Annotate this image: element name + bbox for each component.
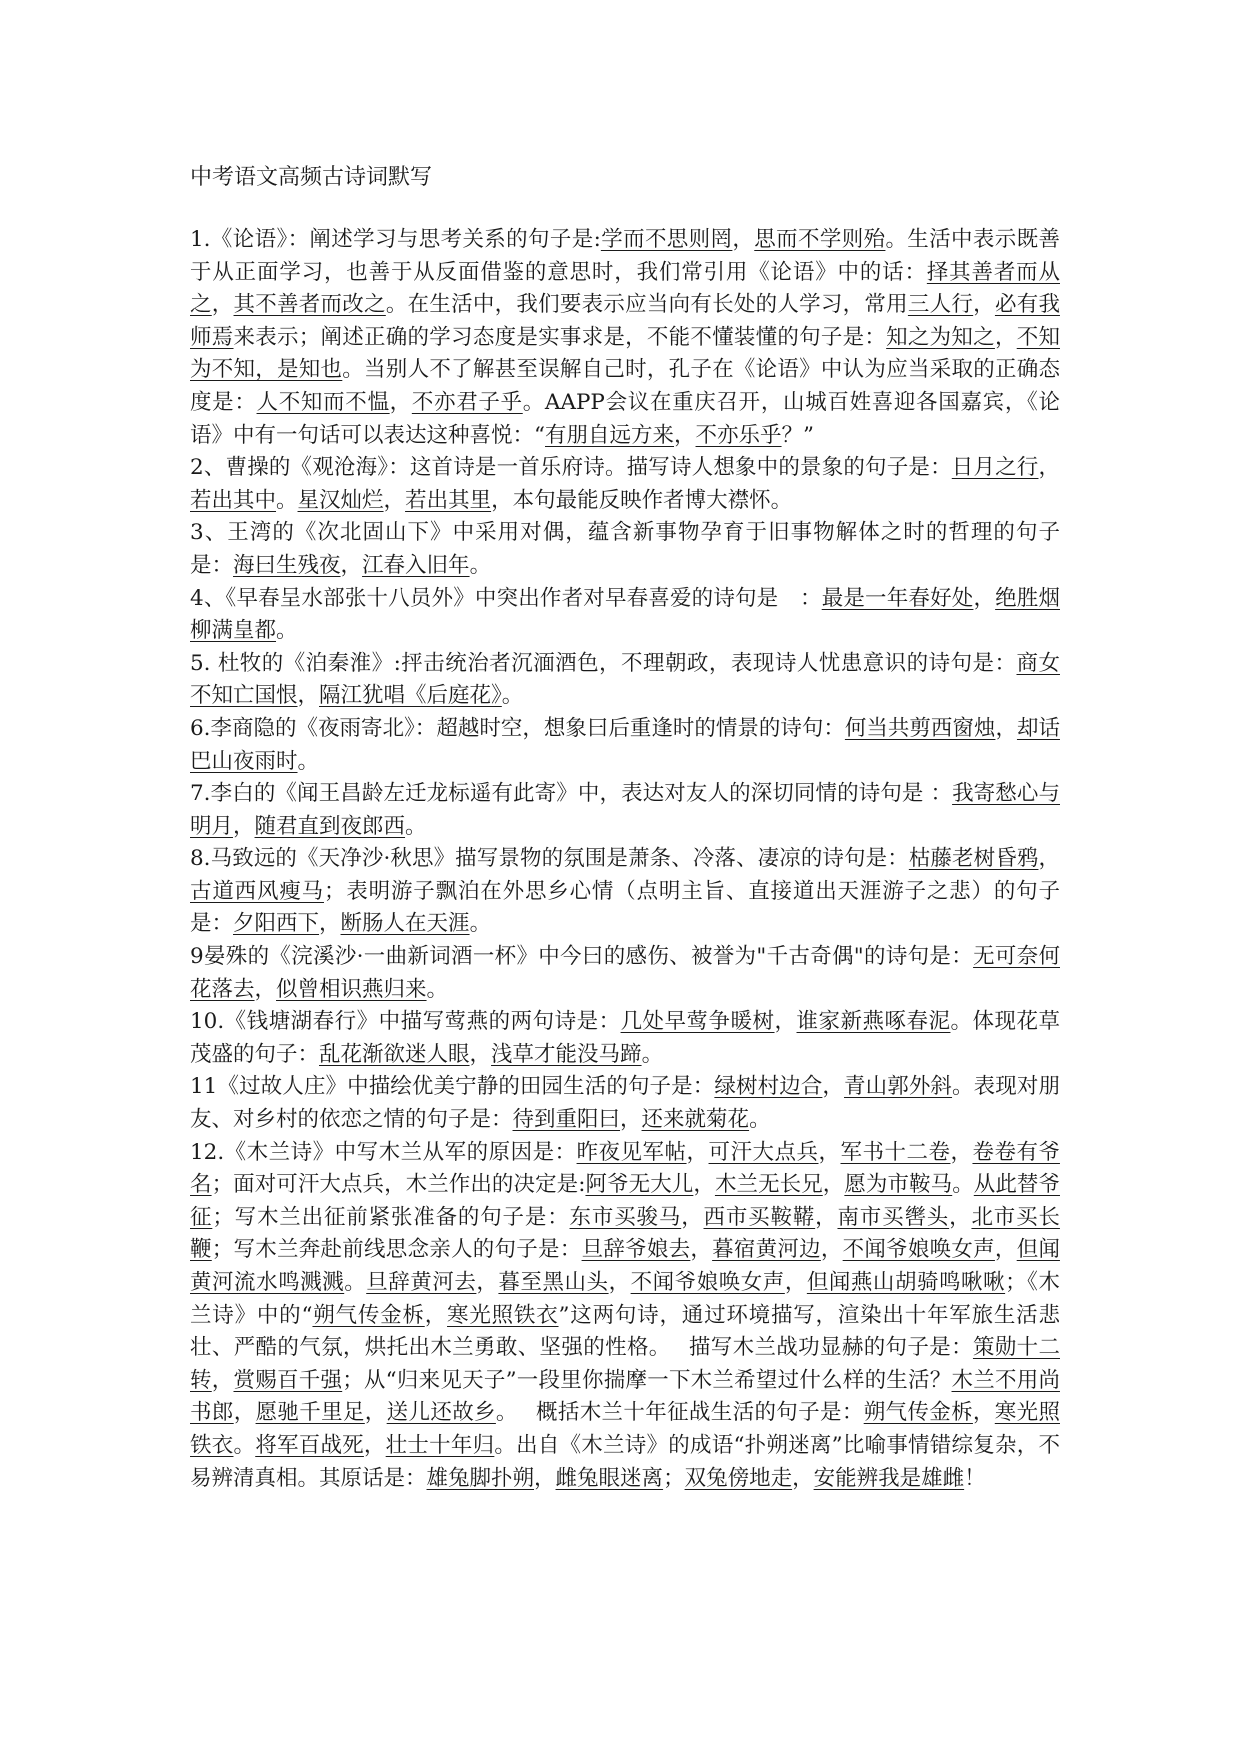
prompt-text: ， — [233, 813, 255, 839]
prompt-text: ， — [233, 1400, 256, 1426]
document-title: 中考语文高频古诗词默写 — [190, 165, 433, 190]
answer-text: 双兔傍地走 — [684, 1465, 793, 1491]
paragraph-5 — [190, 648, 1060, 713]
prompt-text: 。 — [641, 1041, 664, 1067]
answer-text: 绝胜烟柳满皇都 — [190, 585, 1060, 644]
answer-text: 最是一年春好处 — [821, 585, 974, 611]
prompt-text: 11《过故人庄》中描绘优美宁静的田园生活的句子是： — [190, 1074, 715, 1100]
prompt-text: 。 — [297, 748, 320, 774]
answer-text: 择其善者而从之 — [190, 259, 1060, 318]
prompt-text: 。 概括木兰十年征战生活的句子是： — [495, 1400, 864, 1426]
paragraph-10 — [190, 1006, 1060, 1071]
answer-text: 若出其中 — [190, 487, 277, 513]
prompt-text: ， — [774, 1009, 797, 1035]
answer-text: 绿树村边合 — [714, 1074, 823, 1100]
prompt-text: ， — [211, 292, 234, 318]
prompt-text: ， — [818, 1139, 841, 1165]
answer-text: 策勋十二转 — [190, 1335, 1060, 1393]
prompt-text: 。当别人不了解甚至误解自己时，孔子在《论语》中认为应当采取的正确态度是： — [190, 357, 1060, 415]
prompt-text: 。 — [501, 683, 524, 709]
prompt-text: 6.李商隐的《夜雨寄北》：超越时空，想象曰后重逢时的情景的诗句： — [190, 715, 845, 741]
document-body — [190, 224, 1060, 1495]
prompt-text: ， — [690, 1237, 713, 1263]
answer-text: 寒光照铁衣 — [190, 1400, 1060, 1458]
answer-text: 昨夜见军帖 — [576, 1139, 687, 1165]
answer-text: 其不善者而改之 — [233, 292, 386, 318]
prompt-text: 。出自《木兰诗》的成语“扑朔迷离”比喻事情错综复杂，不易辨清真相。其原话是： — [190, 1432, 1060, 1491]
prompt-text: ， — [1038, 455, 1060, 481]
prompt-text: ； — [663, 1465, 685, 1491]
prompt-text: ？” — [781, 422, 815, 448]
prompt-text: 。AAPP会议在重庆召开，山城百姓喜迎各国嘉宾，《论语》中有一句话可以表达这种喜悦：“ — [190, 389, 1060, 448]
answer-text: 若出其里 — [405, 487, 492, 513]
answer-text: 暮宿黄河边 — [712, 1237, 821, 1263]
answer-text: 三人行 — [907, 292, 974, 318]
prompt-text: ， — [383, 487, 406, 513]
prompt-text: 4、《早春呈水部张十八员外》中突出作者对早春喜爱的诗句是 ： — [190, 585, 822, 611]
prompt-text: ， — [995, 715, 1017, 741]
answer-text: 东市买骏马 — [569, 1204, 682, 1230]
prompt-text: ， — [620, 1107, 642, 1133]
prompt-text: ， — [211, 1367, 234, 1393]
answer-text: 几处早莺争暖树 — [620, 1009, 775, 1035]
prompt-text: 。 — [749, 1107, 771, 1133]
prompt-text: 5. 杜牧的《泊秦淮》:抨击统治者沉湎酒色，不理朝政，表现诗人忧患意识的诗句是： — [190, 650, 1017, 676]
answer-text: 古道西风瘦马 — [190, 878, 324, 904]
answer-text: 送儿还故乡 — [386, 1400, 496, 1426]
answer-text: 似曾相识燕归来 — [276, 976, 427, 1002]
prompt-text: ， — [364, 1400, 387, 1426]
answer-text: 卷卷有爷名 — [190, 1139, 1060, 1198]
answer-text: 还来就菊花 — [641, 1107, 750, 1133]
answer-text: 军书十二卷 — [840, 1139, 951, 1165]
prompt-text: 。 — [469, 552, 492, 578]
answer-text: 枯藤老树昏鸦 — [908, 846, 1039, 872]
answer-text: 壮士十年归 — [385, 1432, 495, 1458]
prompt-text: ！ — [964, 1465, 986, 1491]
prompt-text: ；面对可汗大点兵，木兰作出的决定是: — [211, 1172, 586, 1198]
prompt-text: ， — [686, 1139, 709, 1165]
answer-text: 不亦乐乎 — [695, 422, 782, 448]
answer-text: 朔气传金柝 — [863, 1400, 973, 1426]
prompt-text: 。 — [952, 1172, 974, 1198]
prompt-text: ， — [363, 1432, 386, 1458]
prompt-text: ”这两句诗，通过环境描写，渲染出十年军旅生活悲壮、严酷的气氛，烘托出木兰勇敢、坚强的性格。 描写木兰战功显赫的句子是： — [190, 1302, 1060, 1361]
prompt-text: ， — [994, 324, 1017, 350]
answer-text: 谁家新燕啄春泥 — [796, 1009, 951, 1035]
prompt-text: ；从“归来见天子”一段里你揣摩一下木兰希望过什么样的生活？ — [342, 1367, 952, 1393]
prompt-text: ， — [972, 1400, 995, 1426]
prompt-text: 。生活中表示既善于从正面学习，也善于从反面借鉴的意思时，我们常引用《论语》中的话： — [190, 227, 1060, 285]
answer-text: 浅草才能没马蹄 — [491, 1041, 642, 1067]
prompt-text: ， — [1038, 846, 1060, 872]
prompt-text: ， — [389, 389, 412, 415]
answer-text: 待到重阳曰 — [512, 1107, 621, 1133]
answer-text: 何当共剪西窗烛 — [844, 715, 996, 741]
answer-text: 将军百战死 — [255, 1432, 364, 1458]
paragraph-11 — [190, 1071, 1060, 1136]
prompt-text: ， — [973, 292, 995, 318]
answer-text: 星汉灿烂 — [297, 487, 384, 513]
prompt-text: 。体现花草茂盛的句子： — [190, 1009, 1060, 1067]
answer-text: 断肠人在天涯 — [340, 911, 470, 937]
answer-text: 但闻黄河流水鸣溅溅 — [190, 1237, 1060, 1295]
answer-text: 南市买辔头 — [837, 1204, 950, 1230]
prompt-text: ， — [534, 1465, 556, 1491]
prompt-text: ， — [681, 1204, 704, 1230]
answer-text: 隔江犹唱《后庭花》 — [319, 683, 502, 709]
prompt-text: ， — [815, 1204, 838, 1230]
prompt-text: 12.《木兰诗》中写木兰从军的原因是： — [190, 1139, 577, 1165]
answer-text: 旦辞爷娘去 — [581, 1237, 691, 1263]
prompt-text: 1.《论语》：阐述学习与思考关系的句子是: — [190, 227, 601, 252]
answer-text: 可汗大点兵 — [708, 1139, 819, 1165]
paragraph-1 — [190, 224, 1060, 452]
answer-text: 愿为市鞍马 — [844, 1172, 953, 1198]
prompt-text: ， — [608, 1270, 631, 1295]
answer-text: 但闻燕山胡骑鸣啾啾 — [806, 1270, 1006, 1295]
answer-text: 不亦君子乎 — [411, 389, 523, 415]
answer-text: 必有我师焉 — [190, 292, 1060, 350]
answer-text: 暮至黑山头 — [498, 1270, 609, 1295]
answer-text: 寒光照铁衣 — [447, 1302, 559, 1328]
prompt-text: ， — [469, 1041, 492, 1067]
prompt-text: ， — [949, 1204, 972, 1230]
prompt-text: 。表现对朋友、对乡村的依恋之情的句子是： — [190, 1074, 1060, 1133]
answer-text: 木兰无长兄 — [714, 1172, 823, 1198]
answer-text: 夕阳西下 — [233, 911, 320, 937]
prompt-text: ， — [973, 585, 996, 611]
prompt-text: 来表示；阐述正确的学习态度是实事求是，不能不懂装懂的句子是： — [233, 324, 887, 350]
answer-text: 商女不知亡国恨 — [190, 650, 1060, 709]
answer-text: 北市买长鞭 — [190, 1204, 1060, 1263]
paragraph-8 — [190, 843, 1060, 941]
prompt-text: 。 — [405, 813, 427, 839]
answer-text: 赏赐百千强 — [233, 1367, 343, 1393]
answer-text: 随君直到夜郎西 — [254, 813, 406, 839]
prompt-text: ，本句最能反映作者博大襟怀。 — [491, 487, 793, 513]
prompt-text: ， — [674, 422, 696, 448]
answer-text: 不知为不知，是知也 — [190, 324, 1060, 383]
prompt-text: 。 — [469, 911, 492, 937]
answer-text: 旦辞黄河去 — [366, 1270, 477, 1295]
answer-text: 思而不学则殆 — [754, 227, 886, 252]
prompt-text: ， — [784, 1270, 807, 1295]
answer-text: 安能辨我是雄雌 — [813, 1465, 965, 1491]
prompt-text: 8.马致远的《天净沙·秋思》描写景物的氛围是萧条、冷落、凄凉的诗句是： — [190, 846, 909, 872]
prompt-text: 。 — [233, 1432, 256, 1458]
prompt-text: ， — [424, 1302, 448, 1328]
prompt-text: ， — [822, 1172, 845, 1198]
answer-text: 不闻爷娘唤女声 — [842, 1237, 995, 1263]
prompt-text: 。 — [344, 1270, 367, 1295]
paragraph-4 — [190, 583, 1060, 648]
prompt-text: 2、曹操的《观沧海》：这首诗是一首乐府诗。描写诗人想象中的景象的句子是： — [190, 455, 952, 481]
paragraph-2 — [190, 452, 1060, 517]
answer-text: 海曰生残夜 — [233, 552, 341, 578]
prompt-text: ， — [476, 1270, 499, 1295]
prompt-text: ；写木兰奔赴前线思念亲人的句子是： — [211, 1237, 582, 1263]
prompt-text: 。 — [426, 976, 449, 1002]
answer-text: 有朋自远方来 — [545, 422, 675, 448]
answer-text: 知之为知之 — [886, 324, 995, 350]
answer-text: 乱花渐欲迷人眼 — [319, 1041, 470, 1067]
answer-text: 愿驰千里足 — [255, 1400, 365, 1426]
prompt-text: 10.《钱塘湖春行》中描写莺燕的两句诗是： — [190, 1009, 621, 1035]
prompt-text: 。 — [276, 487, 298, 513]
answer-text: 雄兔脚扑朔 — [426, 1465, 535, 1491]
prompt-text: ；表明游子飘泊在外思乡心情（点明主旨、直接道出天涯游子之悲）的句子是： — [190, 878, 1060, 937]
prompt-text: 。在生活中，我们要表示应当向有长处的人学习，常用 — [385, 292, 908, 318]
answer-text: 西市买鞍鞯 — [703, 1204, 816, 1230]
prompt-text: 7.李白的《闻王昌龄左迁龙标遥有此寄》中，表达对友人的深切同情的诗句是 ： — [190, 781, 953, 807]
prompt-text: ， — [950, 1139, 973, 1165]
answer-text: 雌兔眼迷离 — [555, 1465, 664, 1491]
prompt-text: ， — [319, 911, 341, 937]
answer-text: 日月之行 — [951, 455, 1039, 481]
prompt-text: ， — [994, 1237, 1017, 1263]
answer-text: 阿爷无大儿 — [585, 1172, 694, 1198]
prompt-text: 。 — [276, 618, 298, 644]
answer-text: 却话巴山夜雨时 — [190, 715, 1060, 774]
paragraph-12 — [190, 1137, 1060, 1496]
paragraph-9 — [190, 941, 1060, 1006]
answer-text: 从此替爷征 — [190, 1172, 1060, 1230]
answer-text: 江春入旧年 — [362, 552, 470, 578]
answer-text: 青山郭外斜 — [844, 1074, 953, 1100]
answer-text: 木兰不用尚书郎 — [190, 1367, 1060, 1426]
prompt-text: ；《木兰诗》中的“ — [190, 1270, 1060, 1328]
answer-text: 无可奈何花落去 — [190, 944, 1060, 1002]
prompt-text: 9晏殊的《浣溪沙·一曲新词酒一杯》中今曰的感伤、被誉为"千古奇偶"的诗句是： — [190, 944, 974, 970]
prompt-text: ， — [693, 1172, 715, 1198]
answer-text: 学而不思则罔 — [600, 227, 733, 252]
answer-text: 朔气传金柝 — [312, 1302, 425, 1328]
prompt-text: ， — [340, 552, 363, 578]
prompt-text: ， — [732, 227, 755, 252]
answer-text: 我寄愁心与明月 — [190, 781, 1060, 839]
prompt-text: ， — [822, 1074, 845, 1100]
prompt-text: ， — [820, 1237, 843, 1263]
prompt-text: ， — [297, 683, 320, 709]
answer-text: 人不知而不愠 — [256, 389, 390, 415]
prompt-text: 3、王湾的《次北固山下》中采用对偶，蕴含新事物孕育于旧事物解体之时的哲理的句子是： — [190, 520, 1060, 578]
paragraph-3 — [190, 517, 1060, 582]
answer-text: 不闻爷娘唤女声 — [630, 1270, 785, 1295]
paragraph-6 — [190, 713, 1060, 778]
prompt-text: ， — [792, 1465, 814, 1491]
paragraph-7 — [190, 778, 1060, 843]
prompt-text: ；写木兰出征前紧张准备的句子是： — [212, 1204, 570, 1230]
prompt-text: ， — [254, 976, 277, 1002]
